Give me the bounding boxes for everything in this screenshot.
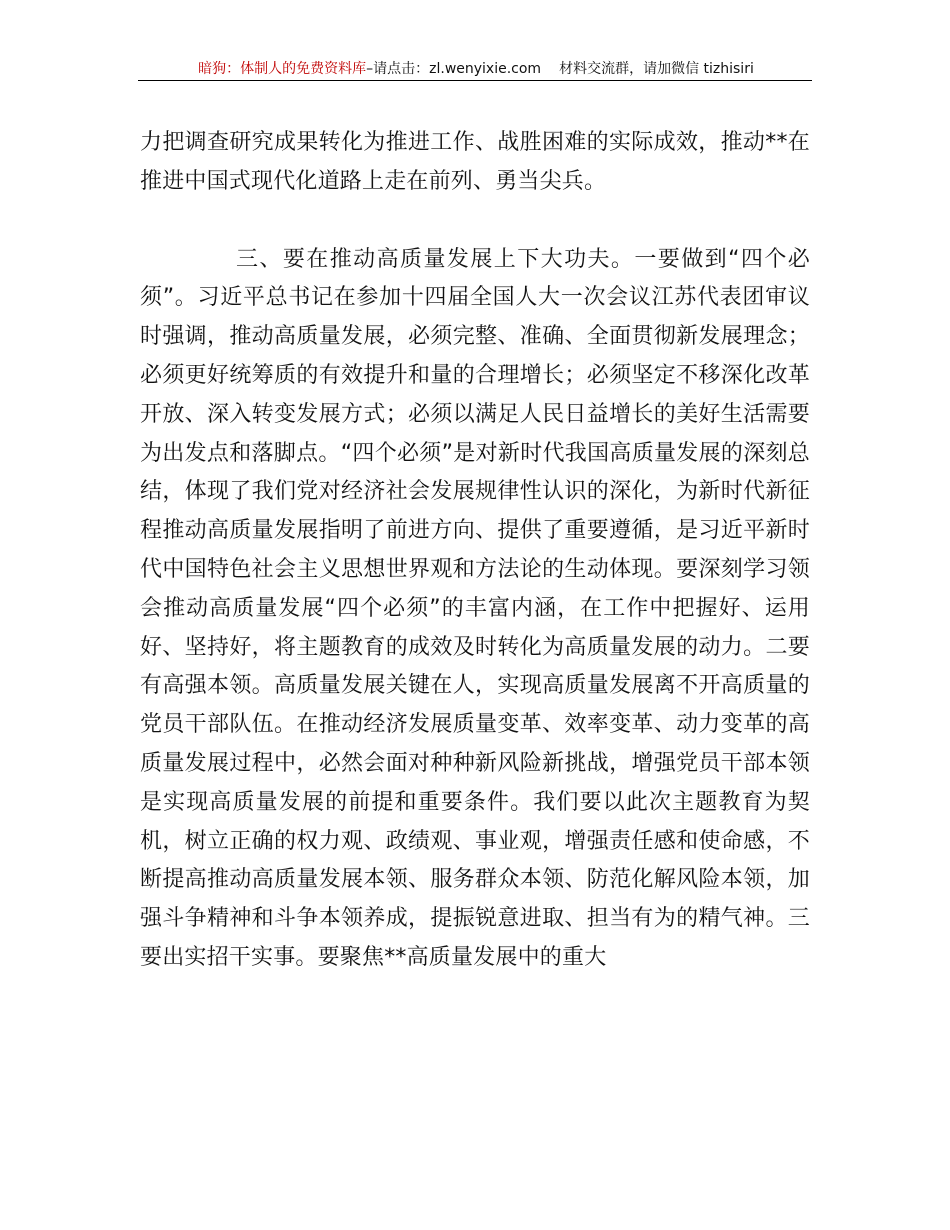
- page-header: [140, 58, 812, 80]
- header-promo-title: 暗狗：体制人的免费资料库: [198, 61, 367, 77]
- paragraph-continuation: 力把调查研究成果转化为推进工作、战胜困难的实际成效，推动**在推进中国式现代化道路上走在前列、勇当尖兵。: [140, 130, 810, 194]
- header-group-info: 材料交流群，请加微信 tizhisiri: [559, 61, 754, 77]
- header-divider: [138, 80, 812, 81]
- document-body: [140, 124, 810, 978]
- header-promo-link[interactable]: zl.wenyixie.com: [429, 61, 542, 77]
- paragraph-section-three: 三、要在推动高质量发展上下大功夫。一要做到“四个必须”。习近平总书记在参加十四届全国人大一次会议江苏代表团审议时强调，推动高质量发展，必须完整、准确、全面贯彻新发展理念；必须更好统筹质的有效提升和量的合理增长；必须坚定不移深化改革开放、深入转变发展方式；必须以满足人民日益增长的美好生活需要为出发点和落脚点。“四个必须”是对新时代我国高质量发展的深刻总结，体现了我们党对经济社会发展规律性认识的深化，为新时代新征程推动高质量发展指明了前进方向、提供了重要遵循，是习近平新时代中国特色社会主义思想世界观和方法论的生动体现。要深刻学习领会推动高质量发展“四个必须”的丰富内涵，在工作中把握好、运用好、坚持好，将主题教育的成效及时转化为高质量发展的动力。二要有高强本领。高质量发展关键在人，实现高质量发展离不开高质量的党员干部队伍。在推动经济发展质量变革、效率变革、动力变革的高质量发展过程中，必然会面对种种新风险新挑战，增强党员干部本领是实现高质量发展的前提和重要条件。我们要以此次主题教育为契机，树立正确的权力观、政绩观、事业观，增强责任感和使命感，不断提高推动高质量发展本领、服务群众本领、防范化解风险本领，加强斗争精神和斗争本领养成，提振锐意进取、担当有为的精气神。三要出实招干实事。要聚焦**高质量发展中的重大: [140, 246, 810, 970]
- header-click-label: –请点击：: [366, 61, 430, 77]
